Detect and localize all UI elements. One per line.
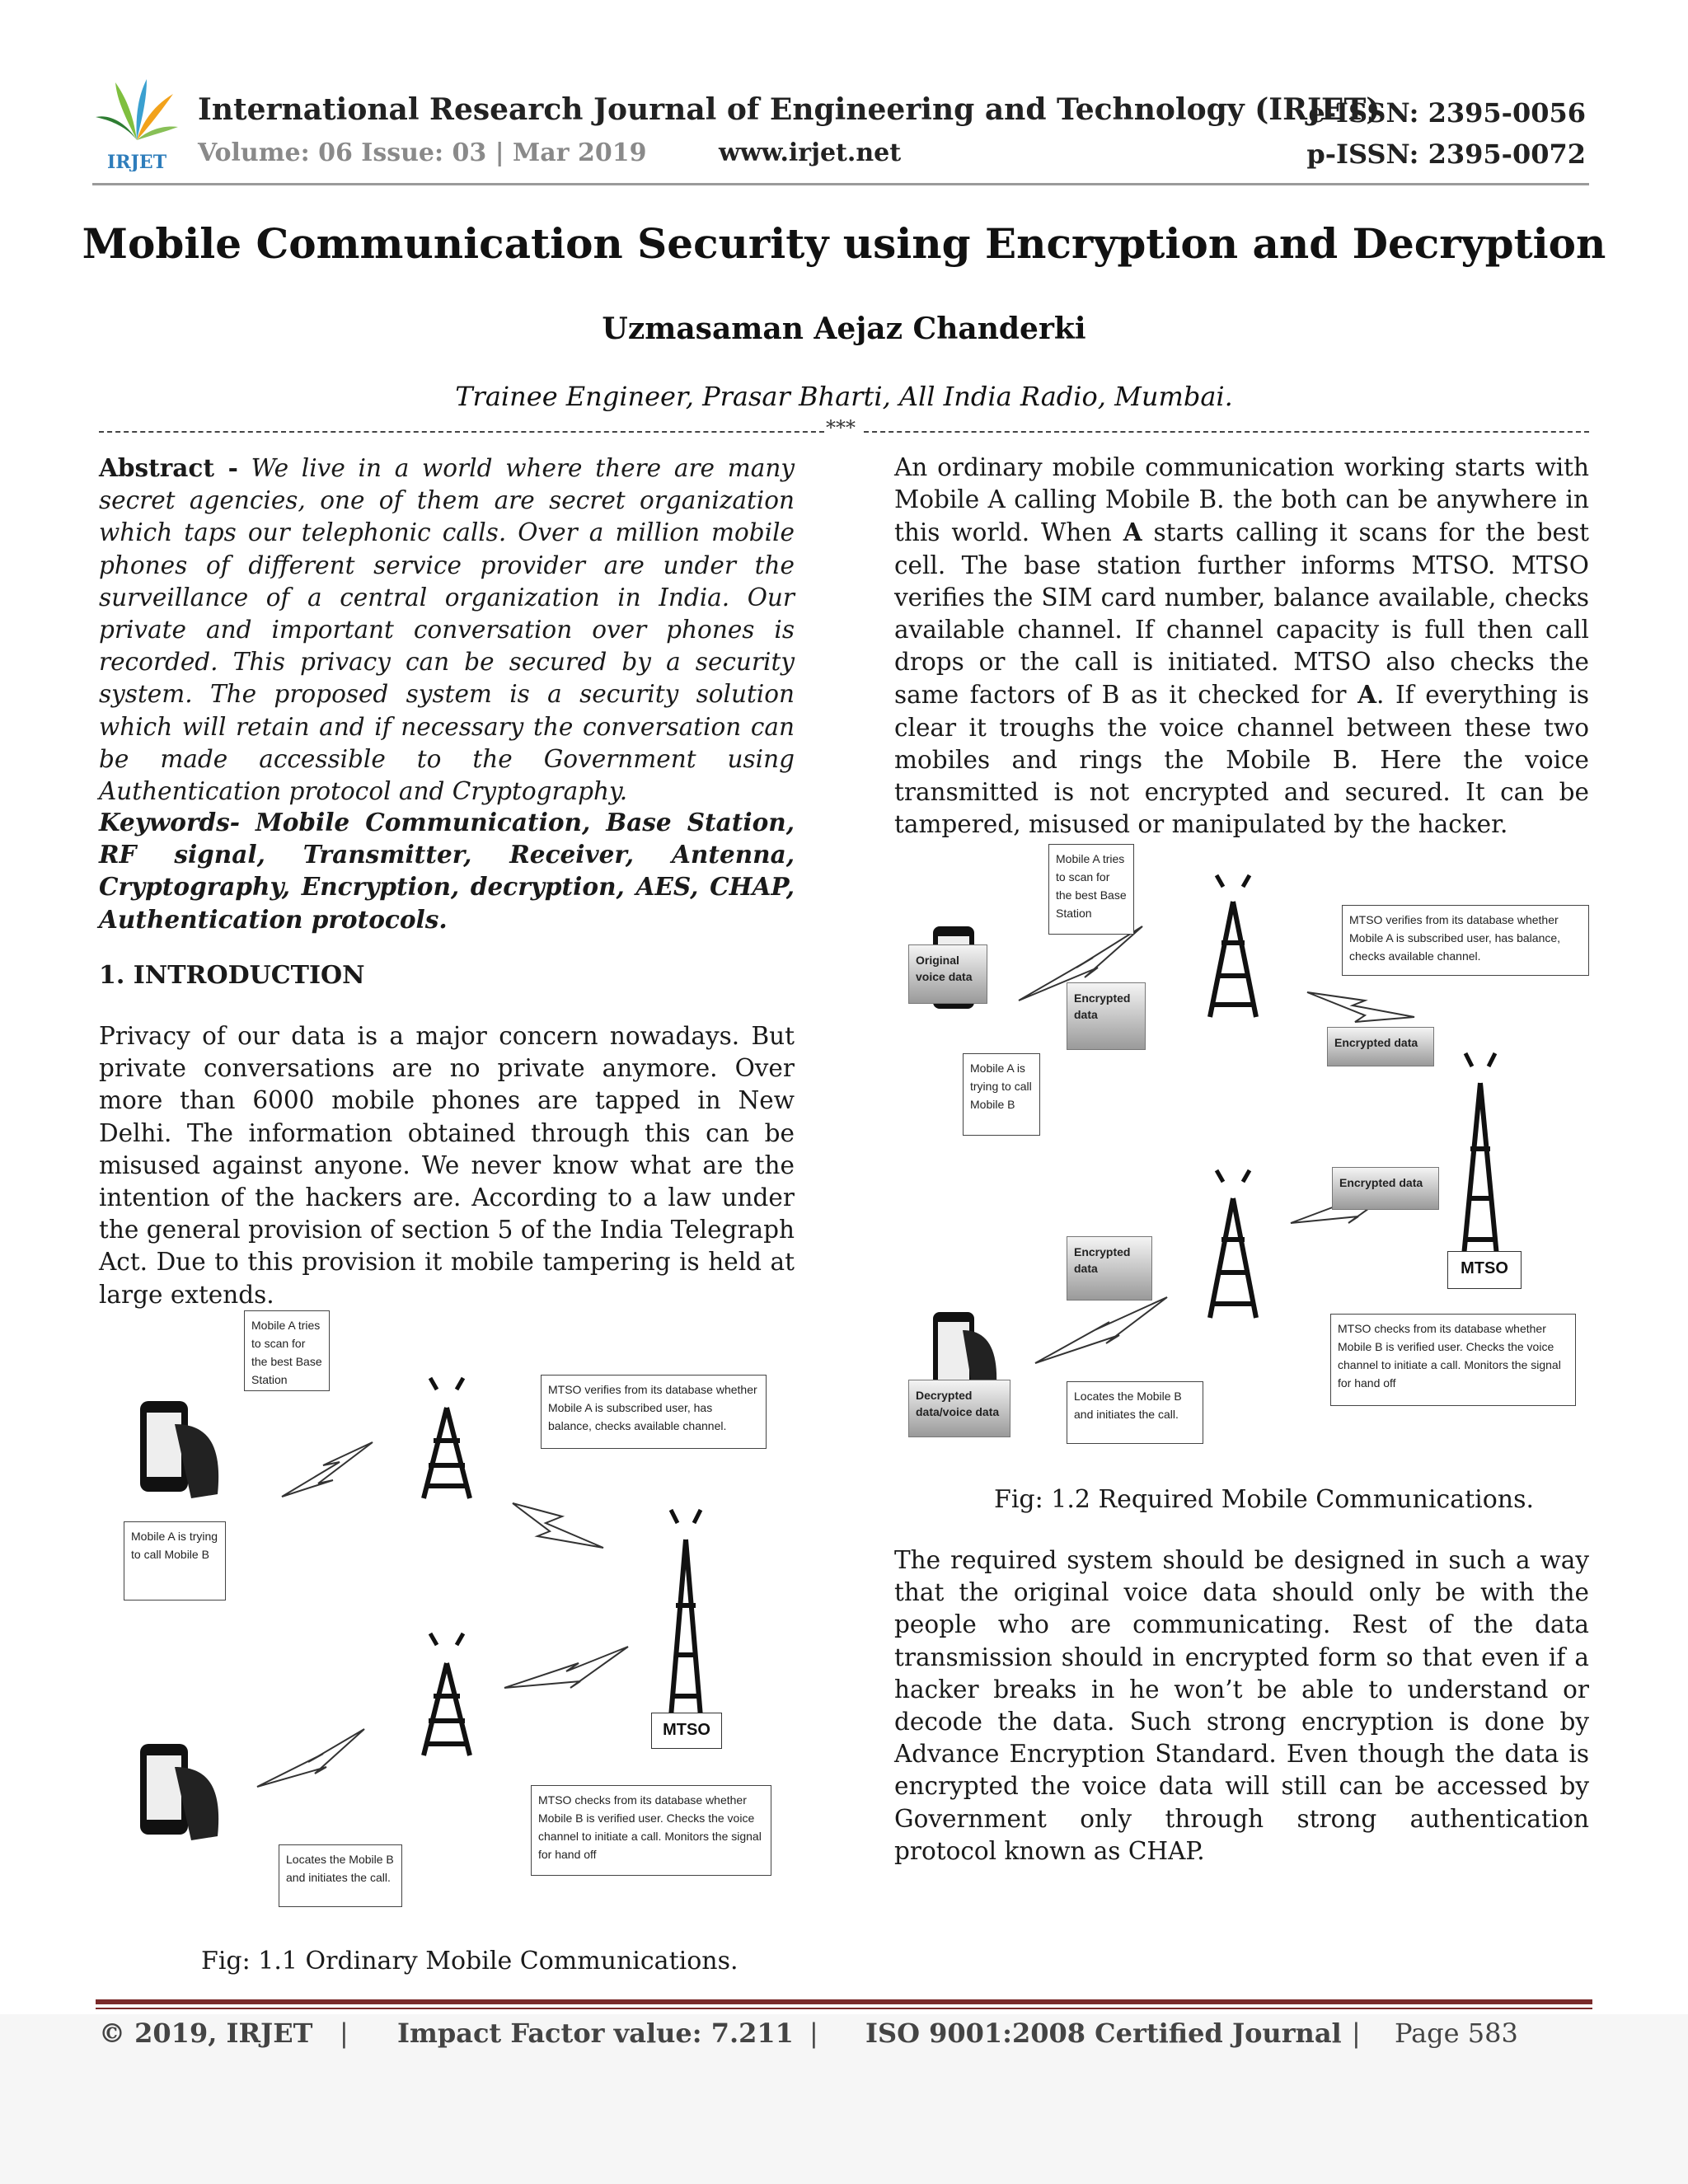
cell-tower-icon bbox=[424, 1633, 470, 1755]
label-mtso-verifies: MTSO verifies from its database whether Mobile A is subscribed user, has balance, checks available channel. bbox=[1342, 905, 1589, 976]
figure-2-caption: Fig: 1.2 Required Mobile Communications. bbox=[994, 1485, 1535, 1514]
right-paragraph-2: The required system should be designed in such a way that the original voice data should only be with the people who are communicating. Rest of the data transmission should in encrypted form so that even if a hacker breaks in he won’t be able to understand or decode the data. Such strong encryption is done by Advance Encryption Standard. Even though the data is encrypted the voice data will still can be accessed by Government only through strong authentication protocol known as CHAP. bbox=[894, 1546, 1589, 1865]
abstract bbox=[99, 452, 795, 808]
signal-bolt bbox=[504, 1647, 628, 1688]
label-mobile-a-calling: Mobile A is trying to call Mobile B bbox=[963, 1053, 1040, 1136]
header-rule bbox=[92, 183, 1589, 185]
cell-tower-icon bbox=[424, 1378, 470, 1498]
signal-bolt bbox=[282, 1442, 373, 1497]
signal-bolt bbox=[1307, 992, 1414, 1022]
mobile-phone-icon bbox=[140, 1401, 218, 1498]
cell-tower-icon bbox=[671, 1510, 701, 1717]
separator-line-left bbox=[99, 431, 824, 433]
e-issn: e-ISSN: 2395-0056 bbox=[1308, 97, 1586, 129]
label-encrypted-data: Encrypted data bbox=[1332, 1167, 1439, 1210]
label-encrypted-data: Encrypted data bbox=[1067, 982, 1146, 1050]
author-affiliation: Trainee Engineer, Prasar Bharti, All India Radio, Mumbai. bbox=[455, 381, 1233, 412]
label-mobile-a-calling: Mobile A is trying to call Mobile B bbox=[124, 1521, 226, 1601]
svg-text:IRJET: IRJET bbox=[106, 152, 167, 171]
label-mobile-a-scan: Mobile A tries to scan for the best Base Station bbox=[244, 1310, 330, 1391]
footer-separator: | bbox=[340, 2018, 349, 2049]
footer-iso-certification: ISO 9001:2008 Certified Journal bbox=[865, 2018, 1342, 2049]
bold-span: A bbox=[1123, 518, 1142, 547]
footer-page-number: Page 583 bbox=[1395, 2018, 1518, 2049]
label-encrypted-data: Encrypted data bbox=[1327, 1027, 1434, 1066]
figure-required-mobile-communications bbox=[903, 836, 1592, 1454]
footer-rule-thick bbox=[96, 1999, 1592, 2004]
cell-tower-icon bbox=[1210, 875, 1256, 1017]
figure-ordinary-mobile-communications bbox=[117, 1301, 785, 1927]
label-mtso: MTSO bbox=[651, 1713, 722, 1749]
introduction-paragraph: Privacy of our data is a major concern nowadays. But private conversations are no private anymore. Over more than 6000 mobile phones are tapped in New Delhi. The information obtained through this can be misused against anyone. We never know what are the intention of the hackers are. According to a law under the general provision of section 5 of the India Telegraph Act. Due to this provision it mobile tampering is held at large extends. bbox=[99, 1022, 795, 1309]
bold-span: A bbox=[1357, 680, 1376, 710]
footer-copyright: © 2019, IRJET bbox=[99, 2018, 313, 2049]
label-locates-mobile-b: Locates the Mobile B and initiates the call. bbox=[1067, 1381, 1203, 1444]
footer-rule-thin bbox=[96, 2008, 1592, 2009]
footer-separator: | bbox=[809, 2018, 818, 2049]
label-mtso-checks: MTSO checks from its database whether Mobile B is verified user. Checks the voice channel to initiate a call. Monitors the signal for hand off bbox=[1330, 1314, 1576, 1406]
signal-bolt bbox=[1035, 1297, 1167, 1363]
author-name: Uzmasaman Aejaz Chanderki bbox=[602, 312, 1086, 346]
keywords: Keywords- Mobile Communication, Base Station, RF signal, Transmitter, Receiver, Antenna, Cryptography, Encryption, decryption, AES, CHAP, Authentication protocols. bbox=[99, 808, 795, 934]
label-decrypted-voice-data: Decrypted data/voice data bbox=[908, 1380, 1010, 1437]
footer-impact-factor: Impact Factor value: 7.211 bbox=[397, 2018, 794, 2049]
journal-title: International Research Journal of Engineering and Technology (IRJET) bbox=[198, 92, 1381, 127]
text-span: An ordinary mobile communication working starts with Mobile A calling Mobile B. the both can be anywhere in this world. When bbox=[894, 453, 1589, 547]
signal-bolt bbox=[257, 1729, 364, 1787]
signal-bolt bbox=[513, 1503, 603, 1548]
figure-1-caption: Fig: 1.1 Ordinary Mobile Communications. bbox=[201, 1947, 738, 1975]
text-span: starts calling it scans for the best cell. The base station further informs MTSO. MTSO verifies the SIM card number, balance available, checks available channel. If channel capacity is full then call drops or the call is initiated. MTSO also checks the same factors of B as it checked for bbox=[894, 518, 1589, 710]
cell-tower-icon bbox=[1464, 1053, 1497, 1256]
label-mobile-a-scan: Mobile A tries to scan for the best Base Station bbox=[1048, 844, 1134, 935]
label-mtso: MTSO bbox=[1447, 1251, 1522, 1289]
irjet-logo-icon bbox=[92, 76, 181, 171]
label-mtso-checks: MTSO checks from its database whether Mobile B is verified user. Checks the voice channel to initiate a call. Monitors the signal for hand off bbox=[531, 1785, 771, 1876]
footer-separator: | bbox=[1352, 2018, 1361, 2049]
journal-website-link[interactable]: www.irjet.net bbox=[719, 138, 902, 167]
journal-logo bbox=[92, 76, 181, 171]
abstract-text: We live in a world where there are many secret agencies, one of them are secret organization which taps our telephonic calls. Over a million mobile phones of different service provider are under the surveillance of a central organization in India. Our private and important conversation over phones is recorded. This privacy can be secured by a security system. The proposed system is a security solution which will retain and if necessary the conversation can be made accessible to the Government using Authentication protocol and Cryptography. bbox=[99, 454, 795, 806]
volume-issue: Volume: 06 Issue: 03 | Mar 2019 bbox=[198, 138, 647, 167]
separator-stars: *** bbox=[826, 416, 856, 439]
right-paragraph-1 bbox=[894, 452, 1589, 841]
p-issn: p-ISSN: 2395-0072 bbox=[1306, 138, 1586, 170]
label-mtso-verifies: MTSO verifies from its database whether Mobile A is subscribed user, has balance, checks available channel. bbox=[541, 1375, 767, 1449]
cell-tower-icon bbox=[1210, 1170, 1256, 1318]
label-encrypted-data: Encrypted data bbox=[1067, 1236, 1152, 1301]
mobile-phone-icon bbox=[140, 1744, 218, 1840]
label-locates-mobile-b: Locates the Mobile B and initiates the call. bbox=[279, 1844, 402, 1907]
section-heading-introduction: 1. INTRODUCTION bbox=[99, 961, 365, 990]
label-original-voice-data: Original voice data bbox=[908, 944, 987, 1004]
text-span: . If everything is clear it troughs the voice channel between these two mobiles and rings the Mobile B. Here the voice transmitted is not encrypted and secured. It can be tampered, misused or manipulated by the hacker. bbox=[894, 681, 1589, 839]
separator-line-right bbox=[864, 431, 1589, 433]
paper-title: Mobile Communication Security using Encryption and Decryption bbox=[82, 219, 1606, 268]
abstract-label: Abstract - bbox=[99, 453, 238, 482]
